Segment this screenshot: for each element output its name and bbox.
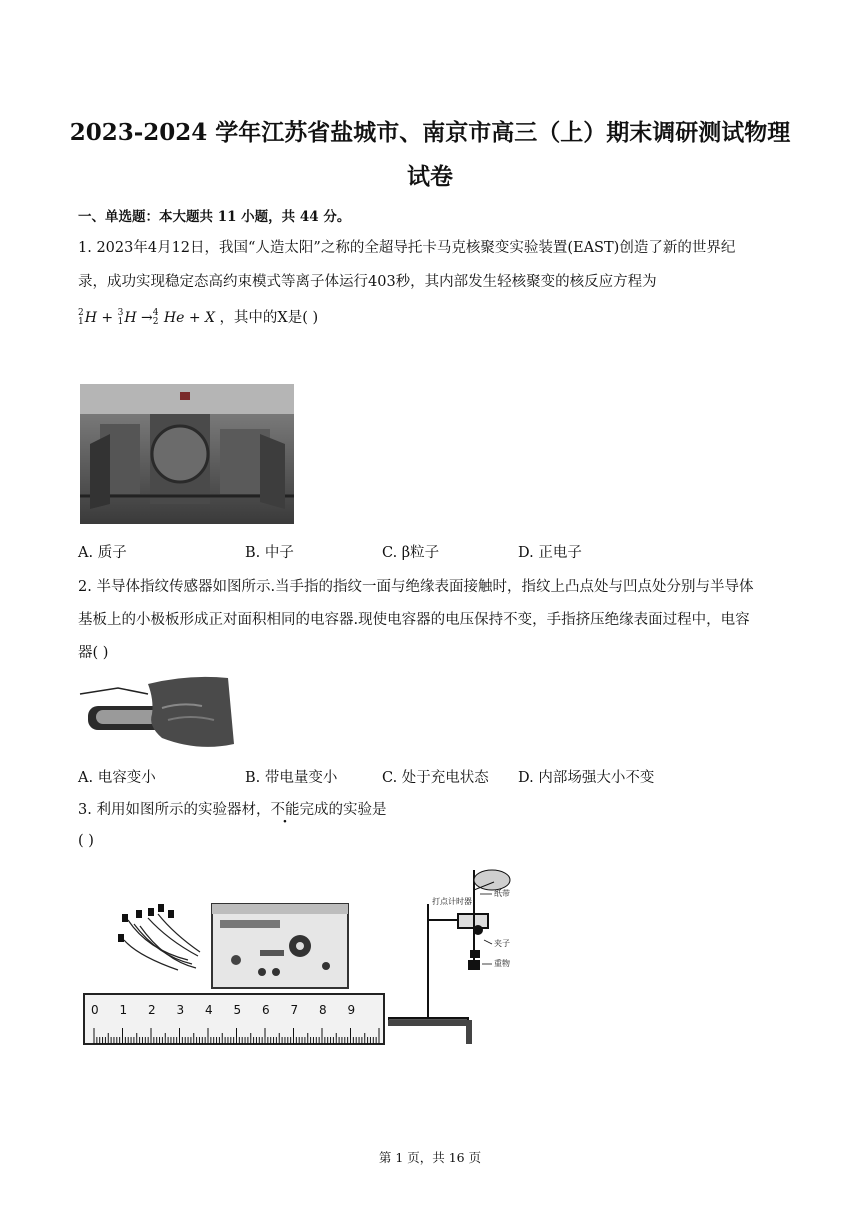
ruler-tick-label: 5 (233, 1003, 242, 1017)
q1-text-line1: 1. 2023年4月12日，我国“人造太阳”之称的全超导托卡马克核聚变实验装置(EAST)创造了新的世界纪 (78, 240, 736, 256)
label-tape: 纸带 (494, 889, 510, 898)
label-timer: 打点计时器 (432, 897, 472, 906)
ruler-image (84, 994, 384, 1044)
ruler-tick-label: 1 (119, 1003, 128, 1017)
ruler-tick-label: 6 (262, 1003, 270, 1017)
ruler-tick-label: 2 (148, 1003, 156, 1017)
east-device-photo (80, 384, 294, 524)
q3-text-line2: ( ) (78, 833, 94, 849)
ruler-tick-label: 9 (347, 1003, 356, 1017)
ruler-tick-label: 7 (290, 1003, 299, 1017)
nuclear-equation: 2 1 H + 3 1 H → 4 2 He + X (78, 308, 220, 327)
q3-text-a: 3. 利用如图所示的实验器材， (78, 802, 271, 818)
section-heading: 一、单选题：本大题共 11 小题，共 44 分。 (78, 209, 351, 225)
q2-option-d: D. 内部场强大小不变 (518, 770, 655, 786)
label-weight: 重物 (494, 959, 510, 968)
q1-option-a: A. 质子 (78, 545, 127, 561)
q1-formula-line (78, 306, 318, 327)
q3-text-line1 (78, 798, 386, 819)
free-fall-apparatus-figure (388, 860, 524, 1050)
ruler-tick-label: 3 (176, 1003, 185, 1017)
page-title-line2: 试卷 (407, 163, 453, 190)
ruler-tick-label: 4 (205, 1003, 213, 1017)
power-supply-image (212, 904, 348, 988)
page-title-line1: 2023-2024 学年江苏省盐城市、南京市高三（上）期末调研测试物理 (69, 119, 791, 146)
fingerprint-sensor-photo (78, 674, 236, 752)
q3-emphasis: 不能 (270, 802, 300, 818)
q2-option-b: B. 带电量变小 (245, 770, 338, 786)
q2-text-line1: 2. 半导体指纹传感器如图所示.当手指的指纹一面与绝缘表面接触时，指纹上凸点处与凹点处分别与半导体 (78, 579, 754, 595)
q2-text-line2: 基板上的小极板形成正对面积相同的电容器.现使电容器的电压保持不变，手指挤压绝缘表面过程中，电容 (78, 612, 750, 628)
q1-option-b: B. 中子 (245, 545, 294, 561)
lab-equipment-figure (78, 860, 388, 1056)
lead-wires-image (124, 914, 200, 970)
q2-option-a: A. 电容变小 (78, 770, 156, 786)
label-clip: 夹子 (494, 939, 510, 948)
q1-option-c: C. β粒子 (382, 545, 440, 561)
q1-text-line2: 录，成功实现稳定态高约束模式等离子体运行403秒，其内部发生轻核聚变的核反应方程为 (78, 274, 657, 290)
q2-option-c: C. 处于充电状态 (382, 770, 489, 786)
q1-option-d: D. 正电子 (518, 545, 582, 561)
q3-text-b: 完成的实验是 (299, 802, 387, 818)
page-footer: 第 1 页，共 16 页 (378, 1150, 482, 1165)
ruler-tick-label: 0 (91, 1003, 99, 1017)
ruler-tick-label: 8 (319, 1003, 327, 1017)
q2-text-line3: 器( ) (78, 645, 109, 661)
q1-formula-tail: ，其中的X是( ) (219, 310, 319, 326)
